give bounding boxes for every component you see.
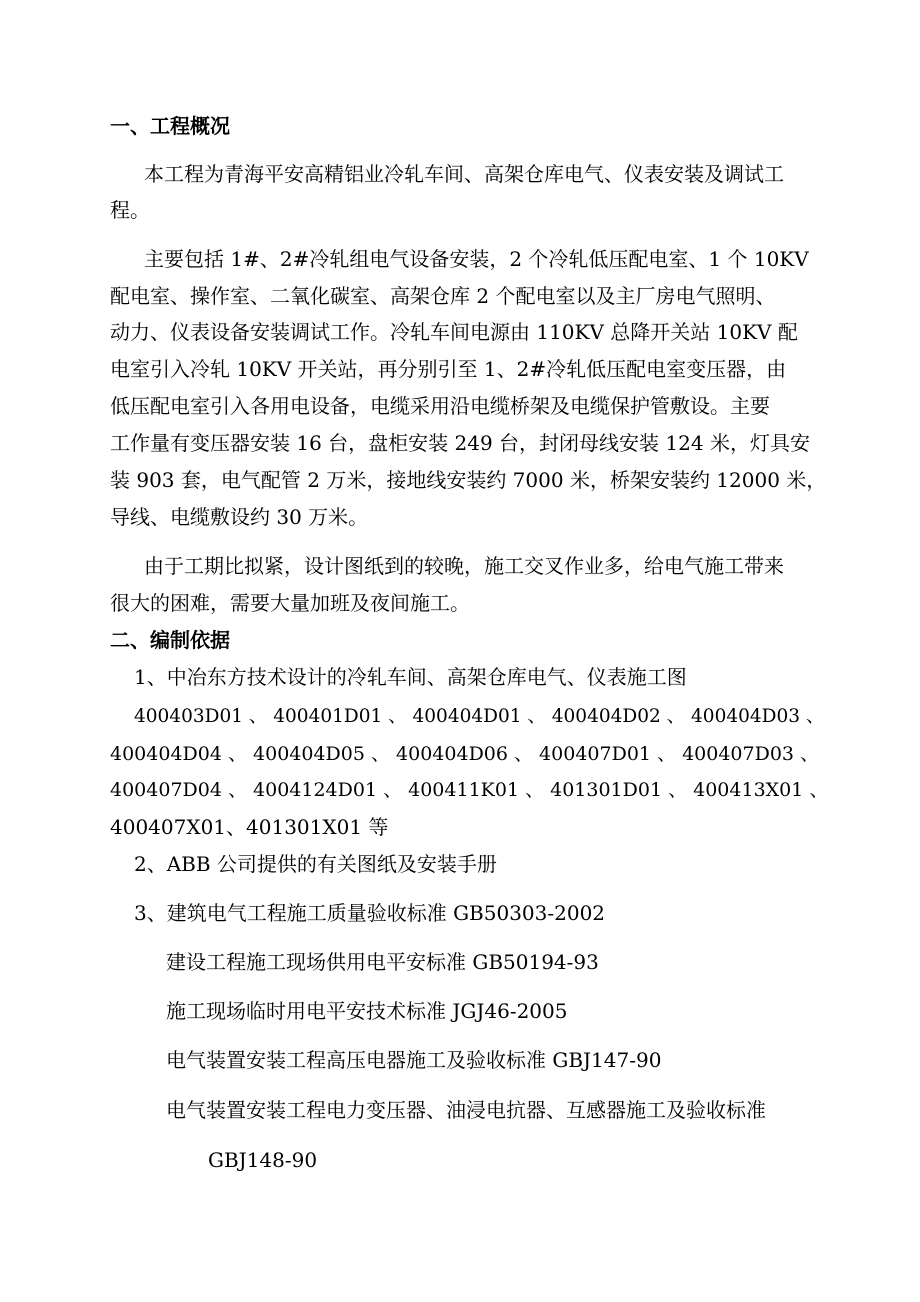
paragraph-line: 很大的困难，需要大量加班及夜间施工。 [110, 591, 470, 615]
drawing-number-line: 400403D01 、 400401D01 、 400404D01 、 400404D02 、 400404D03 、 [134, 706, 825, 727]
paragraph-line: 导线、电缆敷设约 30 万米。 [110, 505, 369, 529]
paragraph-line: 程。 [110, 198, 150, 222]
list-item: 3、建筑电气工程施工质量验收标准 GB50303-2002 [134, 901, 606, 925]
list-item: 2、ABB 公司提供的有关图纸及安装手册 [134, 852, 497, 876]
paragraph-line: 主要包括 1#、2#冷轧组电气设备安装，2 个冷轧低压配电室、1 个 10KV [144, 247, 809, 271]
paragraph-line: 工作量有变压器安装 16 台，盘柜安装 249 台，封闭母线安装 124 米，灯具安 [110, 431, 810, 455]
standard-item: 电气装置安装工程电力变压器、油浸电抗器、互感器施工及验收标准 [166, 1098, 766, 1122]
paragraph-line: 由于工期比拟紧，设计图纸到的较晚，施工交叉作业多，给电气施工带来 [144, 554, 784, 578]
standard-item: 建设工程施工现场供用电平安标准 GB50194-93 [166, 950, 599, 974]
drawing-number-line: 400407D04 、 4004124D01 、 400411K01 、 401301D01 、 400413X01 、 [110, 779, 829, 801]
standard-code: GBJ148-90 [208, 1148, 318, 1172]
list-item: 1、中冶东方技术设计的冷轧车间、高架仓库电气、仪表施工图 [134, 665, 687, 689]
paragraph-line: 低压配电室引入各用电设备，电缆采用沿电缆桥架及电缆保护管敷设。主要 [110, 394, 770, 418]
paragraph-line: 配电室、操作室、二氧化碳室、高架仓库 2 个配电室以及主厂房电气照明、 [110, 284, 776, 308]
paragraph-line: 本工程为青海平安高精铝业冷轧车间、高架仓库电气、仪表安装及调试工 [144, 162, 784, 186]
drawing-number-line: 400407X01、401301X01 等 [110, 815, 389, 839]
drawing-number-line: 400404D04 、 400404D05 、 400404D06 、 400407D01 、 400407D03 、 [110, 743, 820, 765]
paragraph-line: 装 903 套，电气配管 2 万米，接地线安装约 7000 米，桥架安装约 12000 米， [110, 468, 827, 492]
paragraph-line: 电室引入冷轧 10KV 开关站，再分别引至 1、2#冷轧低压配电室变压器，由 [110, 357, 787, 381]
standard-item: 电气装置安装工程高压电器施工及验收标准 GBJ147-90 [166, 1048, 662, 1072]
section-heading-overview: 一、工程概况 [110, 114, 230, 138]
paragraph-line: 动力、仪表设备安装调试工作。冷轧车间电源由 110KV 总降开关站 10KV 配 [110, 320, 798, 344]
standard-item: 施工现场临时用电平安技术标准 JGJ46-2005 [166, 999, 568, 1023]
section-heading-basis: 二、编制依据 [110, 628, 230, 652]
